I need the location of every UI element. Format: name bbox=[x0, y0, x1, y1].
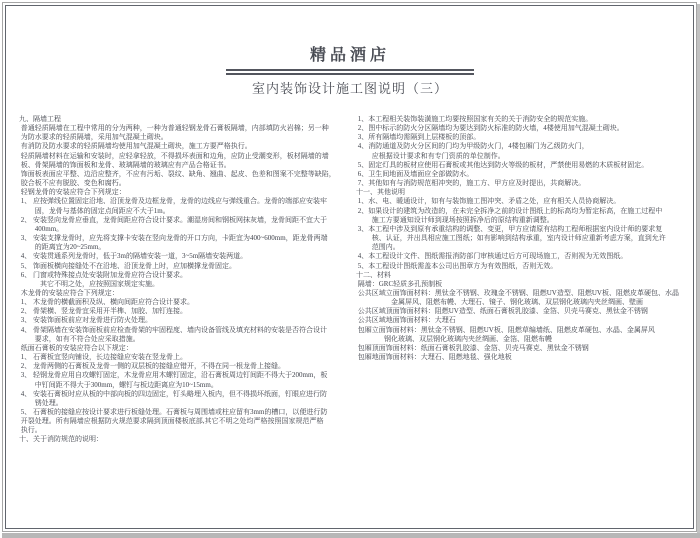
text-line: 要求，如有不符合处应采取措施。 bbox=[19, 334, 140, 343]
page-subtitle: 室内装饰设计施工图说明（三） bbox=[251, 81, 448, 96]
text-line: 核、认证，并出具相应施工图纸；如有影响到结构承重，室内设计师应重新考虑方案，直到允许 bbox=[356, 234, 666, 243]
text-line: 为防水要求的轻质隔墙，采用加气混凝土砌块。 bbox=[19, 133, 168, 142]
text-line: 2、 骨架横、竖龙骨宜采用开半榫、加胶、加钉连接。 bbox=[19, 307, 187, 316]
text-line: 1、本工程相关装饰装潢施工均要按照国家有关的关于消防安全的规范实施。 bbox=[356, 115, 593, 123]
title-divider bbox=[226, 69, 474, 75]
text-line: 十二、材料 bbox=[356, 270, 391, 279]
text-line: 饰面板表面应平整、边沿应整齐，不应有污垢、裂纹、缺角、翘曲、起皮、色差和图案不完整等缺陷， bbox=[19, 169, 336, 178]
text-line: 纸面石膏板的安装应符合以下规定： bbox=[19, 343, 133, 352]
text-line: 有消防及防水要求的轻质隔墙均使用加气混凝土砌块，施工方要严格执行。 bbox=[19, 142, 252, 151]
text-line: 4、 安装石膏板时应从板的中部向板的四边固定，钉头略埋入板内，但不得损坏纸面，钉眼应进行防 bbox=[19, 389, 327, 398]
text-line: 板、骨架隔墙的饰面板和龙骨、玻璃隔墙的玻璃应有产品合格证书。 bbox=[19, 160, 231, 169]
text-line: 钢化玻璃、双层钢化玻璃内夹丝绸画、金箔、阻燃布幔 bbox=[356, 334, 552, 343]
text-line: 4、消防通道及防火分区间的门均为甲级防火门，4楼包厢门为乙级防火门， bbox=[356, 142, 589, 151]
text-line: 1、水、电、暖通设计，如有与装饰施工图冲突、矛盾之处，应有相关人员协商解决。 bbox=[356, 197, 621, 206]
text-line: 执行。 bbox=[19, 426, 42, 435]
text-line: 3、 安装饰面板前应对龙骨进行防火处理。 bbox=[19, 316, 152, 325]
text-line: 2、图中标示的防火分区隔墙均为要达到防火标准的防火墙，4楼使用加气混凝土砌块。 bbox=[356, 124, 624, 133]
text-line: 4、本工程设计文件、图纸需报消防部门审核通过后方可现场施工，否则视为无效图纸。 bbox=[356, 252, 628, 261]
text-line: 九、隔墙工程 bbox=[19, 115, 61, 123]
text-line: 十、关于消防规范的说明： bbox=[19, 435, 103, 444]
text-line: 锈处理。 bbox=[19, 398, 63, 407]
text-line: 3、 安装支撑龙骨时，应先将支撑卡安装在竖向龙骨的开口方向，卡距宜为400~600mm，距龙骨两端 bbox=[19, 234, 328, 243]
page-title: 精品酒店 bbox=[309, 47, 390, 64]
text-line: 1、 木龙骨的横截面积及纵、横向间距应符合设计要求。 bbox=[19, 298, 194, 307]
text-line: 普通轻质隔墙在工程中常用的分为两种，一种为普通轻钢龙骨石膏板隔墙，内部填防火岩棉；另一种 bbox=[19, 124, 329, 133]
text-line: 轻质隔墙材料在运输和安装时，应轻拿轻放，不得损坏表面和边角，应防止受潮变形，板材隔墙的墙 bbox=[19, 151, 329, 160]
text-line: 金属屏风、阻燃布幔、大理石、镜子、钢化玻璃、双层钢化玻璃内夹丝绸画、壁画 bbox=[356, 298, 643, 307]
text-line: 轻钢龙骨的安装应符合下列规定： bbox=[19, 188, 126, 197]
text-line: 应根据设计要求和有专门资质的单位制作。 bbox=[356, 151, 505, 160]
notes-column-right bbox=[356, 115, 696, 362]
text-line: 6、卫生间地面及墙面应全部做防水。 bbox=[356, 169, 474, 178]
text-line: 开裂处理。所有隔墙应根据防火规范要求隔到顶面楼板底部,其它不明之处均严格按照国家规范严格 bbox=[19, 417, 324, 426]
text-line: 包厢顶面饰面材料：纸面石膏板乳胶漆、金箔、贝壳马赛克、黑钛金不锈钢 bbox=[356, 343, 589, 352]
text-line: 4、 骨架隔墙在安装饰面板前应检查骨架的牢固程度、墙内设备管线及填充材料的安装是否符合设计 bbox=[19, 325, 327, 334]
text-line: 5、 饰面板横向接缝处不在沿地、沿顶龙骨上时，应加横撑龙骨固定。 bbox=[19, 261, 236, 270]
text-line: 400mm。 bbox=[19, 224, 64, 233]
text-line: 范围内。 bbox=[356, 243, 400, 252]
text-line: 5、本工程设计图纸需盖本公司出图章方为有效图纸，否则无效。 bbox=[356, 261, 558, 270]
text-line: 6、 门窗或特殊接点处安装附加龙骨应符合设计要求。 bbox=[19, 270, 187, 279]
text-line: 其它不明之处，应按照国家规定实施。 bbox=[19, 279, 159, 288]
text-line: 4、 安装贯通系列龙骨时，低于3m的隔墙安装一道，3~5m隔墙安装两道。 bbox=[19, 252, 248, 261]
title-block bbox=[0, 42, 700, 97]
text-line: 包厢立面饰面材料：黑钛金不锈钢、阻燃UV板、阻燃草编墙纸、阻燃皮革硬包、水晶、金属屏风 bbox=[356, 325, 655, 334]
text-line: 1、 石膏板宜竖向铺设，长边接缝应安装在竖龙骨上。 bbox=[19, 353, 187, 362]
text-line: 5、固定灯具的板材应使用石膏板或其他达到防火等级的板材，严禁使用易燃的木质板材固定。 bbox=[356, 160, 649, 169]
text-line: 公共区域顶面饰面材料：阻燃UV造型、纸面石膏板乳胶漆、金箔、贝壳马赛克、黑钛金不锈钢 bbox=[356, 307, 648, 316]
text-line: 3、所有隔墙均需隔到上层楼板的顶部。 bbox=[356, 133, 481, 142]
text-line: 2、 安装竖向龙骨应垂直，龙骨间距应符合设计要求。潮湿房间和钢板网抹灰墙，龙骨间距不宜大于 bbox=[19, 215, 327, 224]
text-line: 公共区域立面饰面材料：黑钛金不锈钢、玫瑰金不锈钢、阻燃UV造型、阻燃UV板、阻燃皮革硬包、水晶 bbox=[356, 288, 679, 297]
text-line: 固，龙骨与基体的固定点间距应不大于1m。 bbox=[19, 206, 170, 215]
text-line: 中钉间距不得大于300mm，螺钉与板边距离应为10~15mm。 bbox=[19, 380, 218, 389]
text-line: 施工方要通知设计师到现场按照拆净后的原结构重新调整。 bbox=[356, 215, 554, 224]
text-line: 3、本工程中涉及到原有承重结构的调整、变更，甲方应请原有结构工程师根据室内设计师的要求复 bbox=[356, 224, 663, 233]
text-line: 十一、其他说明 bbox=[356, 188, 405, 197]
text-line: 的距离宜为20~25mm。 bbox=[19, 243, 106, 252]
text-line: 5、 石膏板的接缝应按设计要求进行板缝处理。石膏板与周围墙或柱应留有3mm的槽口，以便进行防 bbox=[19, 408, 328, 416]
text-line: 胶合板不应有脱胶、变色和腐朽。 bbox=[19, 179, 126, 188]
text-line: 2、 龙骨两侧的石膏板及龙骨一侧的双层板的接缝应错开，不得在同一根龙骨上接缝。 bbox=[19, 362, 285, 371]
text-line: 3、 轻钢龙骨应用自攻螺钉固定，木龙骨应用木螺钉固定，沿石膏板周边钉间距不得大于200mm，板 bbox=[19, 371, 328, 380]
text-line: 公共区域地面饰面材料：大理石 bbox=[356, 316, 456, 325]
notes-column-left bbox=[19, 115, 355, 445]
text-line: 7、其他如有与消防规范相冲突的，施工方、甲方应及时提出，共商解决。 bbox=[356, 179, 586, 188]
text-line: 1、 应按弹线位置固定沿地、沿顶龙骨及边框龙骨，龙骨的边线应与弹线重合。龙骨的端部应安装牢 bbox=[19, 197, 327, 206]
text-line: 隔墙：GRC轻质多孔预制板 bbox=[356, 279, 443, 288]
sheet-edge-shadow-bottom bbox=[2, 533, 700, 538]
text-line: 2、如果设计的建筑为改造的，在未完全拆净之前的设计图纸上的标高均为暂定标高，在施工过程中 bbox=[356, 206, 663, 215]
text-line: 包厢地面饰面材料：大理石、阻燃地毯、强化地板 bbox=[356, 353, 512, 362]
text-line: 木龙骨的安装应符合下列规定： bbox=[19, 288, 119, 297]
